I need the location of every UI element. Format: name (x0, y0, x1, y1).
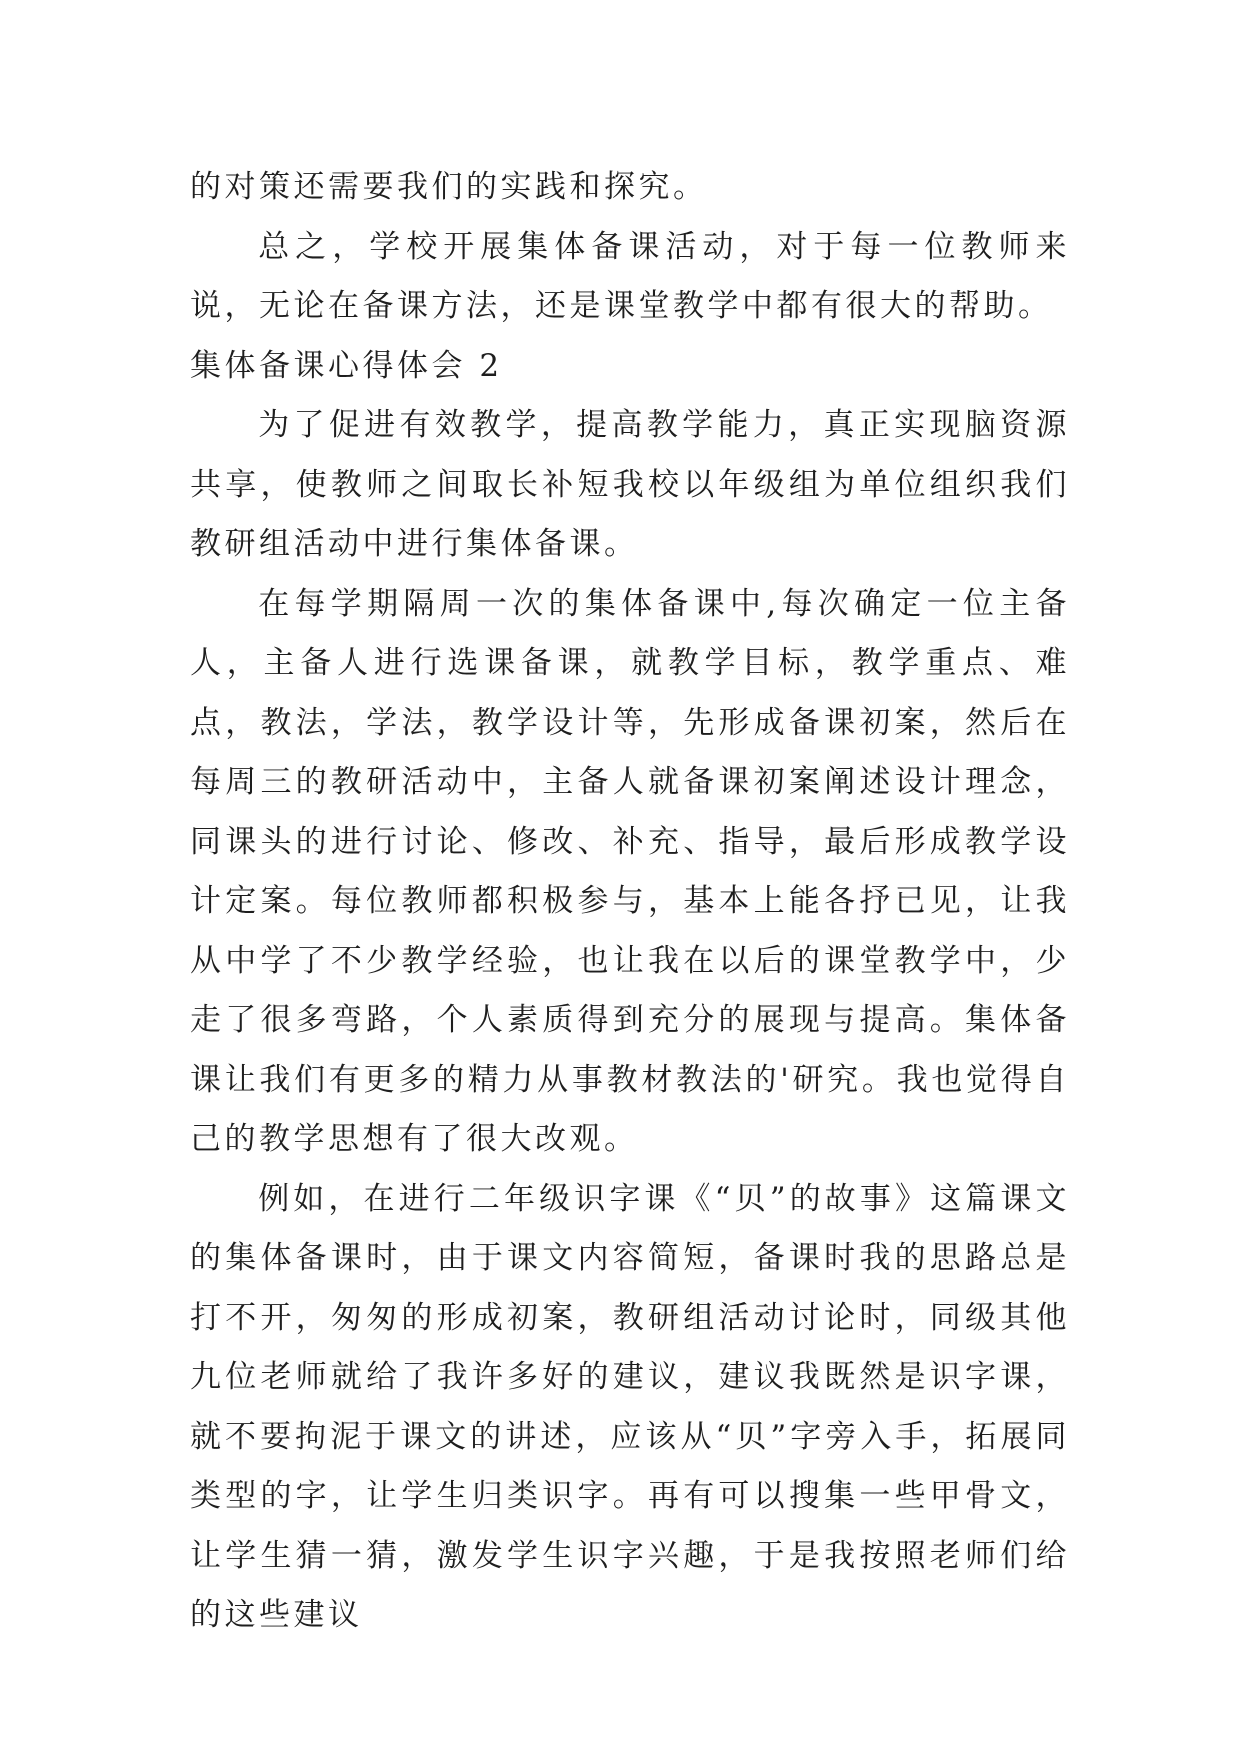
section-heading: 集体备课心得体会 2 (190, 347, 503, 384)
paragraph-intro: 为了促进有效教学，提高教学能力，真正实现脑资源共享，使教师之间取长补短我校以年级组为单位组织我们教研组活动中进行集体备课。 (190, 407, 1070, 562)
paragraph-process: 在每学期隔周一次的集体备课中,每次确定一位主备人，主备人进行选课备课，就教学目标，教学重点、难点，教法，学法，教学设计等，先形成备课初案，然后在每周三的教研活动中，主备人就备课初案阐述设计理念，同课头的进行讨论、修改、补充、指导，最后形成教学设计定案。每位教师都积极参与，基本上能各抒已见，让我从中学了不少教学经验，也让我在以后的课堂教学中，少走了很多弯路，个人素质得到充分的展现与提高。集体备课让我们有更多的精力从事教材教法的'研究。我也觉得自己的教学思想有了很大改观。 (190, 585, 1070, 1157)
paragraph-example: 例如，在进行二年级识字课《“贝”的故事》这篇课文的集体备课时，由于课文内容简短，备课时我的思路总是打不开，匆匆的形成初案，教研组活动讨论时，同级其他九位老师就给了我许多好的建议，建议我既然是识字课，就不要拘泥于课文的讲述，应该从“贝”字旁入手，拓展同类型的字，让学生归类识字。再有可以搜集一些甲骨文，让学生猜一猜，激发学生识字兴趣，于是我按照老师们给的这些建议 (190, 1180, 1070, 1633)
document-body (190, 158, 1070, 1646)
paragraph-continuation: 的对策还需要我们的实践和探究。 (190, 169, 708, 205)
paragraph-summary: 总之，学校开展集体备课活动，对于每一位教师来说，无论在备课方法，还是课堂教学中都有很大的帮助。 (190, 228, 1070, 324)
